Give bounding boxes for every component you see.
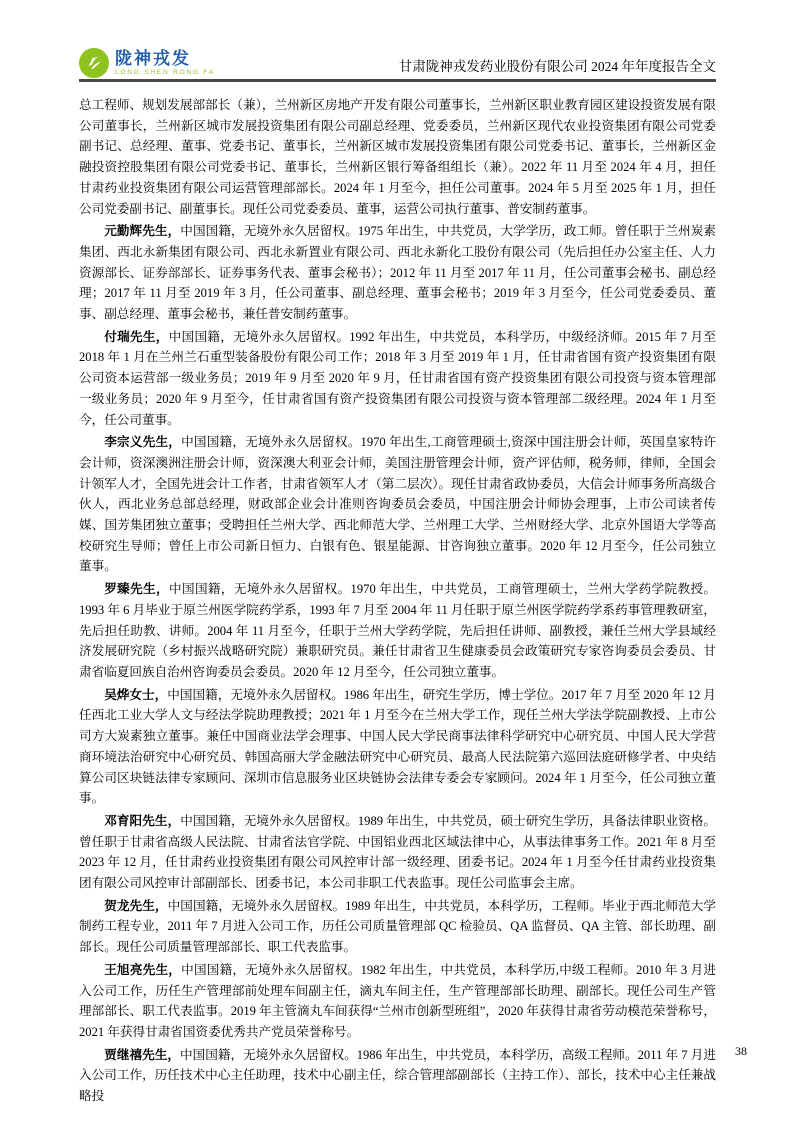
bio-paragraph	[79, 896, 716, 958]
logo-text	[115, 50, 215, 77]
bio-text: 中国国籍，无境外永久居留权。1989 年出生，中共党员，硕士研究生学历，具备法律职业资格。曾任职于甘肃省高级人民法院、甘肃省法官学院、中国铝业西北区域法律中心，从事法律事务工作。2021 年 8 月至 2023 年 12 月，任甘肃药业投资集团有限公司风控审计部一级经理、团委书记。2024 年 1 月至今任甘肃药业投资集团有限公司风控审计部副部长、团委书记，本公司非职工代表监事。现任公司监事会主席。	[79, 813, 716, 891]
logo-cn-text: 陇神戎发	[115, 48, 191, 68]
person-name: 付瑞先生，	[104, 329, 169, 344]
bio-paragraph	[79, 95, 716, 219]
header-divider	[79, 79, 716, 82]
person-name: 贾继禧先生，	[104, 1047, 180, 1062]
logo-mark-icon	[79, 48, 109, 78]
bio-text: 中国国籍，无境外永久居留权。1970 年出生,工商管理硕士,资深中国注册会计师，英国皇家特许会计师，资深澳洲注册会计师，资深澳大利亚会计师，美国注册管理会计师，资产评估师，税务师，律师，全国会计领军人才，全国先进会计工作者，甘肃省领军人才（第二层次）。现任甘肃省政协委员，大信会计师事务所高级合伙人，西北业务总部总经理，财政部企业会计准则咨询委员会委员，中国注册会计师协会理事，上市公司读者传媒、国芳集团独立董事；受聘担任兰州大学、西北师范大学、兰州理工大学、兰州财经大学、北京外国语大学等高校研究生导师；曾任上市公司新日恒力、白银有色、银星能源、甘咨询独立董事。2020 年 12 月至今，任公司独立董事。	[79, 435, 717, 574]
page-header	[79, 38, 716, 78]
bio-text: 中国国籍，无境外永久居留权。1989 年出生，中共党员，本科学历，工程师。毕业于西北师范大学制药工程专业，2011 年 7 月进入公司工作，历任公司质量管理部 QC 检验员、QA 监督员、QA 主管、部长助理、副部长。现任公司质量管理部部长、职工代表监事。	[79, 898, 716, 955]
bio-text: 中国国籍，无境外永久居留权。1970 年出生，中共党员，工商管理硕士，兰州大学药学院教授。1993 年 6 月毕业于原兰州医学院药学系，1993 年 7 月至 2004 年 11 月任职于原兰州医学院药学系药事管理教研室，先后担任助教、讲师。2004 年 11 月至今，任职于兰州大学药学院，先后担任讲师、副教授，兼任兰州大学县域经济发展研究院（乡村振兴战略研究院）兼职研究员。兼任甘肃省卫生健康委员会政策研究专家咨询委员会委员、甘肃省临夏回族自治州咨询委员会委员。2020 年 12 月至今，任公司独立董事。	[79, 582, 717, 679]
bio-paragraph	[79, 811, 716, 894]
bio-text: 中国国籍，无境外永久居留权。1986 年出生，中共党员，本科学历，高级工程师。2011 年 7 月进入公司工作，历任技术中心主任助理，技术中心副主任，综合管理部副部长（主持工作）、部长，技术中心主任兼战略投	[79, 1047, 716, 1104]
company-logo	[79, 48, 215, 78]
page-number: 38	[735, 1044, 747, 1058]
bio-text: 中国国籍，无境外永久居留权。1986 年出生，研究生学历，博士学位。2017 年 7 月至 2020 年 12 月任西北工业大学人文与经法学院助理教授；2021 年 1 月至今在兰州大学工作，现任兰州大学法学院副教授、上市公司方大炭素独立董事。兼任中国商业法学会理事、中国人民大学民商事法律科学研究中心研究员、中国人民大学营商环境法治研究中心研究员、韩国高丽大学金融法研究中心研究员、最高人民法院第六巡回法庭研修学者、中央结算公司区块链法律专家顾问、深圳市信息服务业区块链协会法律专委会专家顾问。2024 年 1 月至今，任公司独立董事。	[79, 687, 717, 806]
person-name: 邓育阳先生，	[104, 813, 181, 828]
logo-en-text: LONG SHEN RONG FA	[115, 68, 215, 76]
person-name: 王旭亮先生，	[104, 962, 182, 977]
bio-paragraph	[79, 221, 716, 325]
bio-paragraph	[79, 960, 716, 1043]
bio-paragraph	[79, 579, 716, 683]
bio-paragraph	[79, 432, 716, 577]
bio-text: 中国国籍，无境外永久居留权。1982 年出生，中共党员，本科学历,中级工程师。2010 年 3 月进入公司工作，历任生产管理部前处理车间副主任，滴丸车间主任，生产管理部部长助理、副部长。现任公司生产管理部部长、职工代表监事。2019 年主管滴丸车间获得“兰州市创新型班组”，2020 年获得甘肃省劳动模范荣誉称号，2021 年获得甘肃省国资委优秀共产党员荣誉称号。	[79, 962, 717, 1039]
person-name: 吴烨女士，	[104, 687, 168, 702]
person-name: 贺龙先生，	[104, 898, 168, 913]
bio-paragraph	[79, 685, 716, 809]
report-title: 甘肃陇神戎发药业股份有限公司 2024 年年度报告全文	[398, 59, 716, 74]
bio-text: 中国国籍，无境外永久居留权。1992 年出生，中共党员，本科学历，中级经济师。2015 年 7 月至 2018 年 1 月在兰州兰石重型装备股份有限公司工作；2018 年 3 月至 2019 年 1 月，任甘肃省国有资产投资集团有限公司资本运营部一级业务员；2019 年 9 月至 2020 年 9 月，任甘肃省国有资产投资集团有限公司投资与资本管理部一级业务员；2020 年 9 月至今，任甘肃省国有资产投资集团有限公司投资与资本管理部二级经理。2024 年 1 月至今，任公司董事。	[79, 329, 717, 427]
bio-text: 总工程师、规划发展部部长（兼），兰州新区房地产开发有限公司董事长，兰州新区职业教育园区建设投资发展有限公司董事长，兰州新区城市发展投资集团有限公司副总经理、党委委员，兰州新区现代农业投资集团有限公司党委副书记、总经理、董事、党委书记、董事长，兰州新区城市发展投资集团有限公司党委书记、董事长，兰州新区金融投资控股集团有限公司党委书记、董事长，兰州新区银行筹备组组长（兼）。2022 年 11 月至 2024 年 4 月，担任甘肃药业投资集团有限公司运营管理部部长。2024 年 1 月至今，担任公司董事。2024 年 5 月至 2025 年 1 月，担任公司党委副书记、副董事长。现任公司党委委员、董事，运营公司执行董事、普安制药董事。	[79, 98, 716, 216]
person-name: 李宗义先生，	[104, 435, 182, 450]
person-name: 元勤辉先生，	[104, 224, 181, 239]
bio-paragraph	[79, 1045, 716, 1107]
bio-paragraph	[79, 327, 716, 431]
report-body	[79, 95, 716, 1109]
bio-text: 中国国籍，无境外永久居留权。1975 年出生，中共党员，大学学历，政工师。曾任职于兰州炭素集团、西北永新集团有限公司、西北永新置业有限公司、西北永新化工股份有限公司（先后担任办公室主任、人力资源部长、证券部部长、证券事务代表、董事会秘书）；2012 年 11 月至 2017 年 11 月，任公司董事会秘书、副总经理；2017 年 11 月至 2019 年 3 月，任公司董事、副总经理、董事会秘书；2019 年 3 月至今，任公司党委委员、董事、副总经理、董事会秘书，兼任普安制药董事。	[79, 224, 716, 322]
person-name: 罗臻先生，	[104, 582, 170, 597]
